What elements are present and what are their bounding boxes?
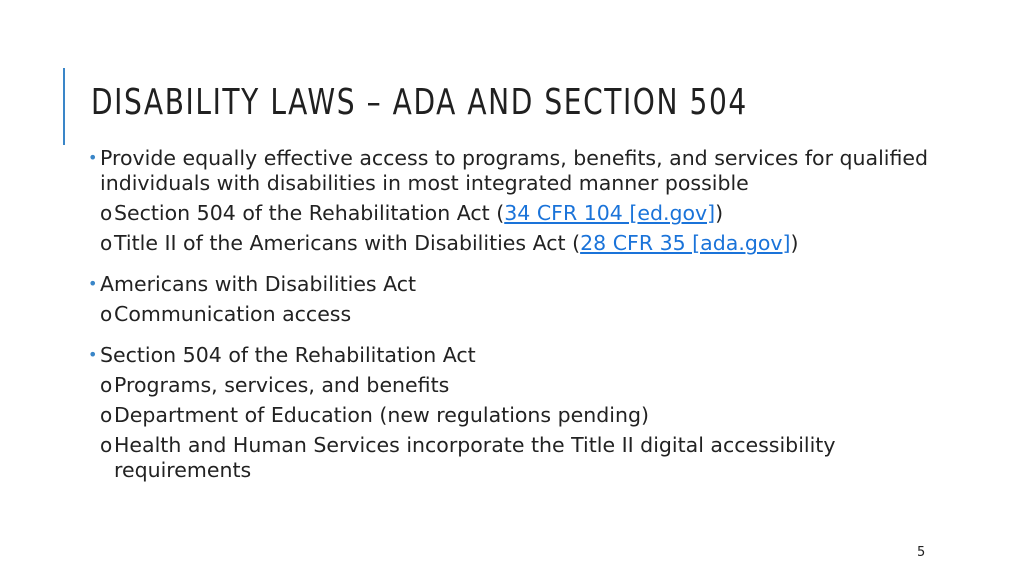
sub-bullet-text: Programs, services, and benefits: [114, 373, 450, 397]
bullet-marker: •: [88, 148, 98, 167]
sub-bullet-marker: o: [100, 373, 113, 397]
bullet-item-equal-access: [88, 146, 948, 196]
sub-bullet-item: [88, 302, 948, 327]
slide-title: DISABILITY LAWS – ADA AND SECTION 504: [91, 82, 748, 123]
sub-bullet-text: Health and Human Services incorporate the Title II digital accessibility requirements: [114, 433, 836, 482]
bullet-list: [88, 146, 948, 483]
bullet-item-ada: [88, 272, 948, 297]
link-34-cfr-104[interactable]: 34 CFR 104 [ed.gov]: [504, 201, 716, 225]
sub-bullet-text-close: ): [790, 231, 799, 255]
bullet-item-section-504: [88, 343, 948, 368]
sub-bullet-text: Communication access: [114, 302, 352, 326]
sub-bullet-marker: o: [100, 201, 113, 225]
sub-bullet-marker: o: [100, 302, 113, 326]
bullet-text: Section 504 of the Rehabilitation Act: [100, 343, 476, 367]
bullet-marker: •: [88, 274, 98, 293]
sub-bullet-text: Department of Education (new regulations pending): [114, 403, 649, 427]
page-number: 5: [917, 545, 926, 560]
link-28-cfr-35[interactable]: 28 CFR 35 [ada.gov]: [580, 231, 791, 255]
bullet-marker: •: [88, 345, 98, 364]
sub-bullet-text: Section 504 of the Rehabilitation Act (: [114, 201, 505, 225]
sub-bullet-item: [88, 403, 948, 428]
sub-bullet-marker: o: [100, 403, 113, 427]
bullet-text: Americans with Disabilities Act: [100, 272, 417, 296]
sub-bullet-text-close: ): [715, 201, 724, 225]
title-accent-bar: [63, 68, 65, 145]
sub-bullet-item: [88, 373, 948, 398]
bullet-text: Provide equally effective access to programs, benefits, and services for qualified individuals with disabilities in most integrated manner possible: [100, 146, 929, 195]
sub-bullet-marker: o: [100, 433, 113, 457]
sub-bullet-item: [88, 433, 948, 483]
sub-bullet-text: Title II of the Americans with Disabilities Act (: [114, 231, 581, 255]
sub-bullet-item: [88, 231, 948, 256]
sub-bullet-item: [88, 201, 948, 226]
sub-bullet-marker: o: [100, 231, 113, 255]
